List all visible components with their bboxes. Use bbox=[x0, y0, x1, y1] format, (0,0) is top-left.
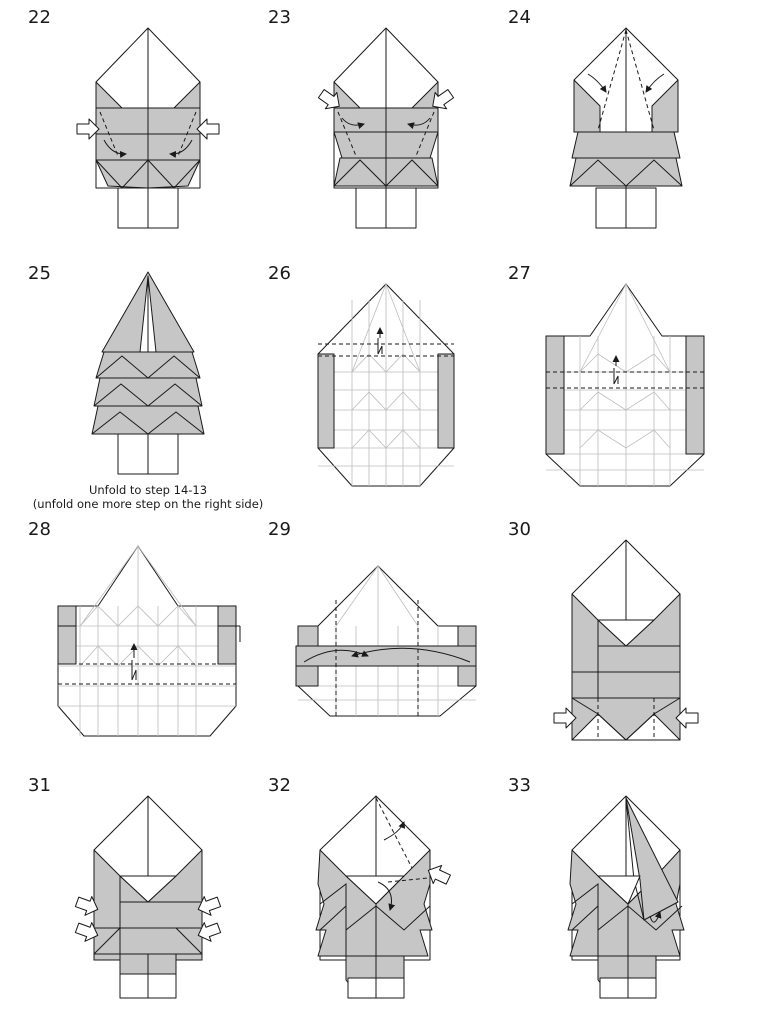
caption-line-2: (unfold one more step on the right side) bbox=[32, 497, 264, 511]
step-31-diagram bbox=[74, 796, 223, 998]
step-number-28: 28 bbox=[28, 519, 51, 540]
step-number-24: 24 bbox=[508, 7, 531, 28]
step-number-27: 27 bbox=[508, 263, 531, 284]
step-number-25: 25 bbox=[28, 263, 51, 284]
step-22-diagram bbox=[77, 28, 219, 228]
step-29-diagram bbox=[296, 566, 476, 716]
step-number-31: 31 bbox=[28, 775, 51, 796]
step-27-diagram bbox=[546, 284, 704, 486]
step-number-29: 29 bbox=[268, 519, 291, 540]
step-number-23: 23 bbox=[268, 7, 291, 28]
caption-line-1: Unfold to step 14-13 bbox=[88, 483, 208, 497]
step-30-diagram bbox=[554, 540, 698, 740]
step-23-diagram bbox=[316, 28, 457, 228]
step-24-diagram bbox=[570, 28, 682, 228]
step-number-32: 32 bbox=[268, 775, 291, 796]
step-28-diagram bbox=[58, 546, 240, 736]
step-26-diagram bbox=[318, 284, 454, 486]
step-33-diagram bbox=[568, 796, 684, 998]
step-number-33: 33 bbox=[508, 775, 531, 796]
step-number-22: 22 bbox=[28, 7, 51, 28]
step-32-diagram bbox=[316, 796, 453, 998]
step-number-30: 30 bbox=[508, 519, 531, 540]
step-25-diagram bbox=[92, 272, 204, 474]
step-number-26: 26 bbox=[268, 263, 291, 284]
